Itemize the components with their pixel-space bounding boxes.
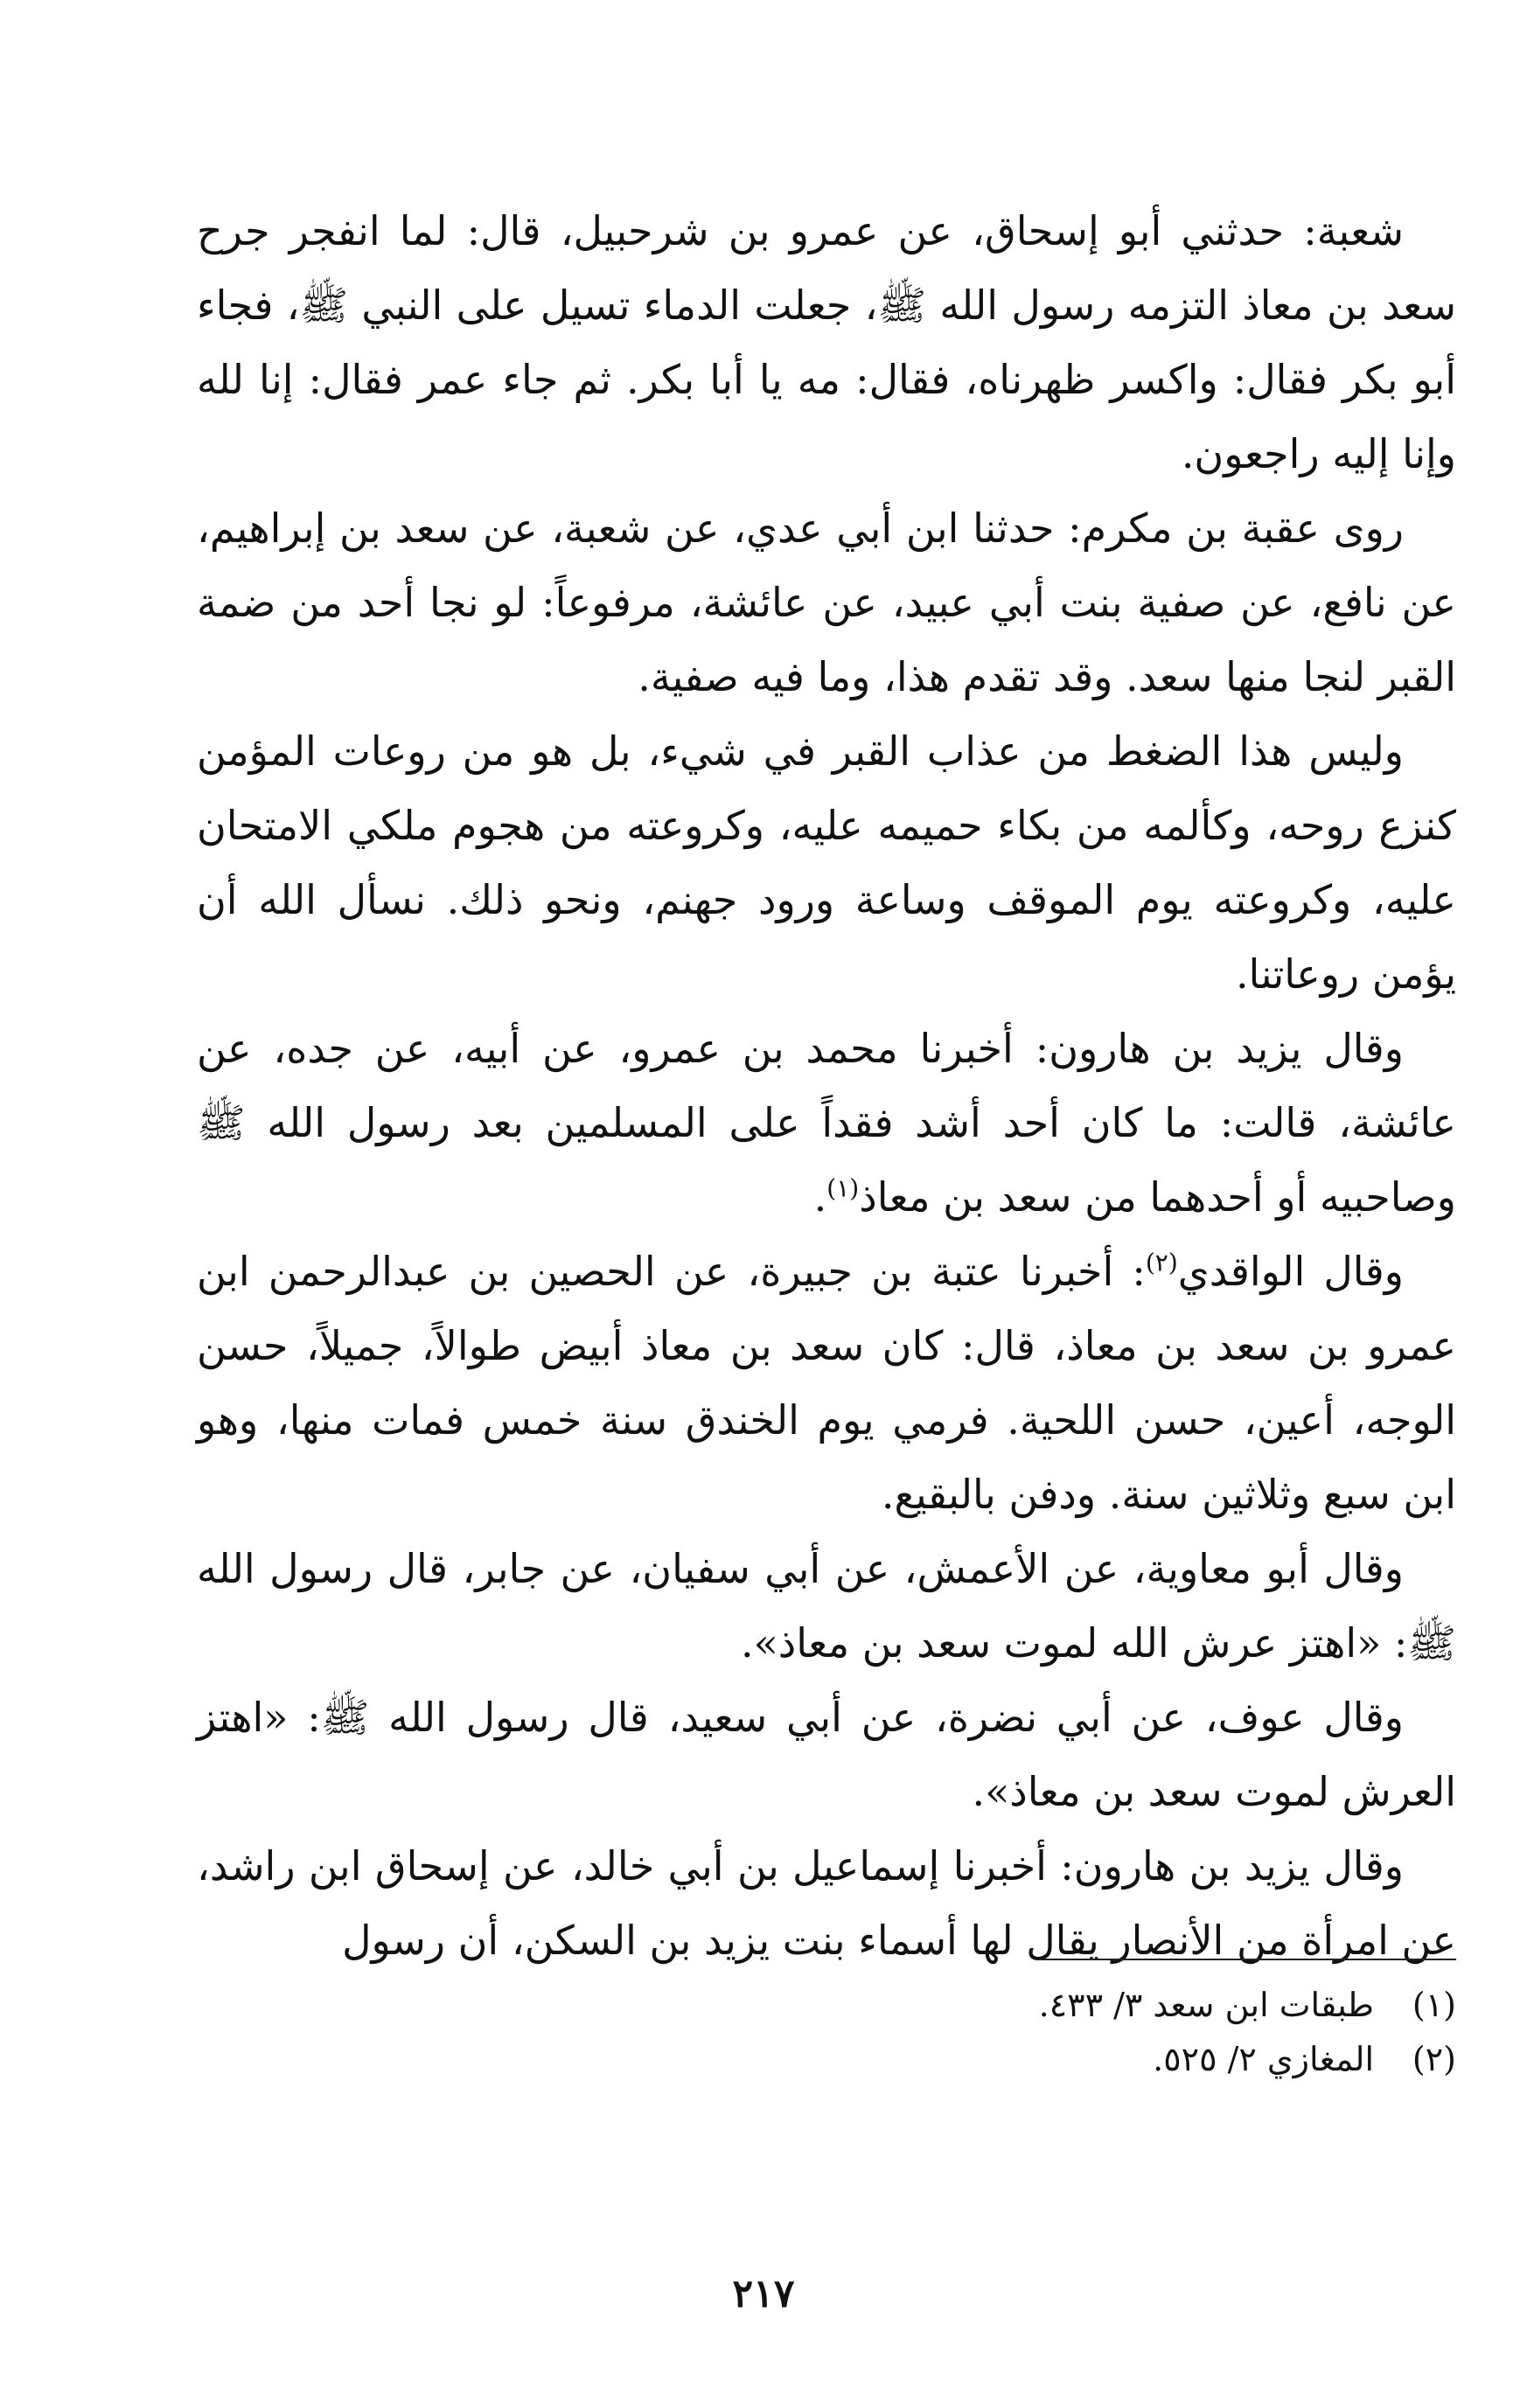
footnote-text: المغازي ٢/ ٥٢٥. bbox=[1153, 2040, 1374, 2078]
paragraph bbox=[197, 1235, 1456, 1532]
main-text bbox=[197, 194, 1456, 1978]
paragraph bbox=[197, 1012, 1456, 1235]
paragraph: وقال يزيد بن هارون: أخبرنا إسماعيل بن أبي خالد، عن إسحاق ابن راشد، عن امرأة من الأنصار يقال لها أسماء بنت يزيد بن السكن، أن رسول bbox=[197, 1842, 1456, 1964]
paragraph-continuation: : أخبرنا عتبة بن جبيرة، عن الحصين بن عبدالرحمن ابن عمرو بن سعد بن معاذ، قال: كان سعد بن معاذ أبيض طوالاً، جميلاً، حسن الوجه، أعين، حسن اللحية. فرمي يوم الخندق سنة خمس فمات منها، وهو ابن سبع وثلاثين سنة. ودفن بالبقيع. bbox=[197, 1248, 1456, 1518]
paragraph: وقال عوف، عن أبي نضرة، عن أبي سعيد، قال رسول الله ﷺ: «اهتز العرش لموت سعد بن معاذ». bbox=[197, 1694, 1456, 1815]
footnotes bbox=[197, 1978, 1456, 2086]
paragraph: روى عقبة بن مكرم: حدثنا ابن أبي عدي، عن شعبة، عن سعد بن إبراهيم، عن نافع، عن صفية بنت أبي عبيد، عن عائشة، مرفوعاً: لو نجا أحد من ضمة القبر لنجا منها سعد. وقد تقدم هذا، وما فيه صفية. bbox=[197, 505, 1456, 700]
paragraph: شعبة: حدثني أبو إسحاق، عن عمرو بن شرحبيل، قال: لما انفجر جرح سعد بن معاذ التزمه رسول الله ﷺ، جعلت الدماء تسيل على النبي ﷺ، فجاء أبو بكر فقال: واكسر ظهرناه، فقال: مه يا أبا بكر. ثم جاء عمر فقال: إنا لله وإنا إليه راجعون. bbox=[197, 207, 1456, 477]
paragraph: وليس هذا الضغط من عذاب القبر في شيء، بل هو من روعات المؤمن كنزع روحه، وكألمه من بكاء حميمه عليه، وكروعته من هجوم ملكي الامتحان عليه، وكروعته يوم الموقف وساعة ورود جهنم، ونحو ذلك. نسأل الله أن يؤمن روعاتنا. bbox=[197, 727, 1456, 998]
footnote-text: طبقات ابن سعد ٣/ ٤٣٣. bbox=[1038, 1986, 1374, 2024]
footnote-number: (١) bbox=[1412, 1986, 1456, 2024]
footnote-ref: (٢) bbox=[1145, 1248, 1178, 1277]
footnote bbox=[197, 1978, 1456, 2032]
footnote-divider bbox=[1041, 1959, 1456, 1960]
footnote-ref: (١) bbox=[826, 1173, 860, 1203]
page-number: ٢١٧ bbox=[732, 2272, 795, 2316]
footnote-number: (٢) bbox=[1412, 2040, 1456, 2078]
footnote bbox=[197, 2032, 1456, 2086]
paragraph: وقال أبو معاوية، عن الأعمش، عن أبي سفيان، عن جابر، قال رسول الله ﷺ: «اهتز عرش الله لموت سعد بن معاذ». bbox=[197, 1545, 1456, 1667]
paragraph-end: . bbox=[813, 1173, 827, 1221]
paragraph-text: وقال يزيد بن هارون: أخبرنا محمد بن عمرو، عن أبيه، عن جده، عن عائشة، قالت: ما كان أحد أشد فقداً على المسلمين بعد رسول الله ﷺ وصاحبيه أو أحدهما من سعد بن معاذ bbox=[197, 1025, 1456, 1221]
paragraph-text: وقال الواقدي bbox=[1177, 1248, 1404, 1295]
